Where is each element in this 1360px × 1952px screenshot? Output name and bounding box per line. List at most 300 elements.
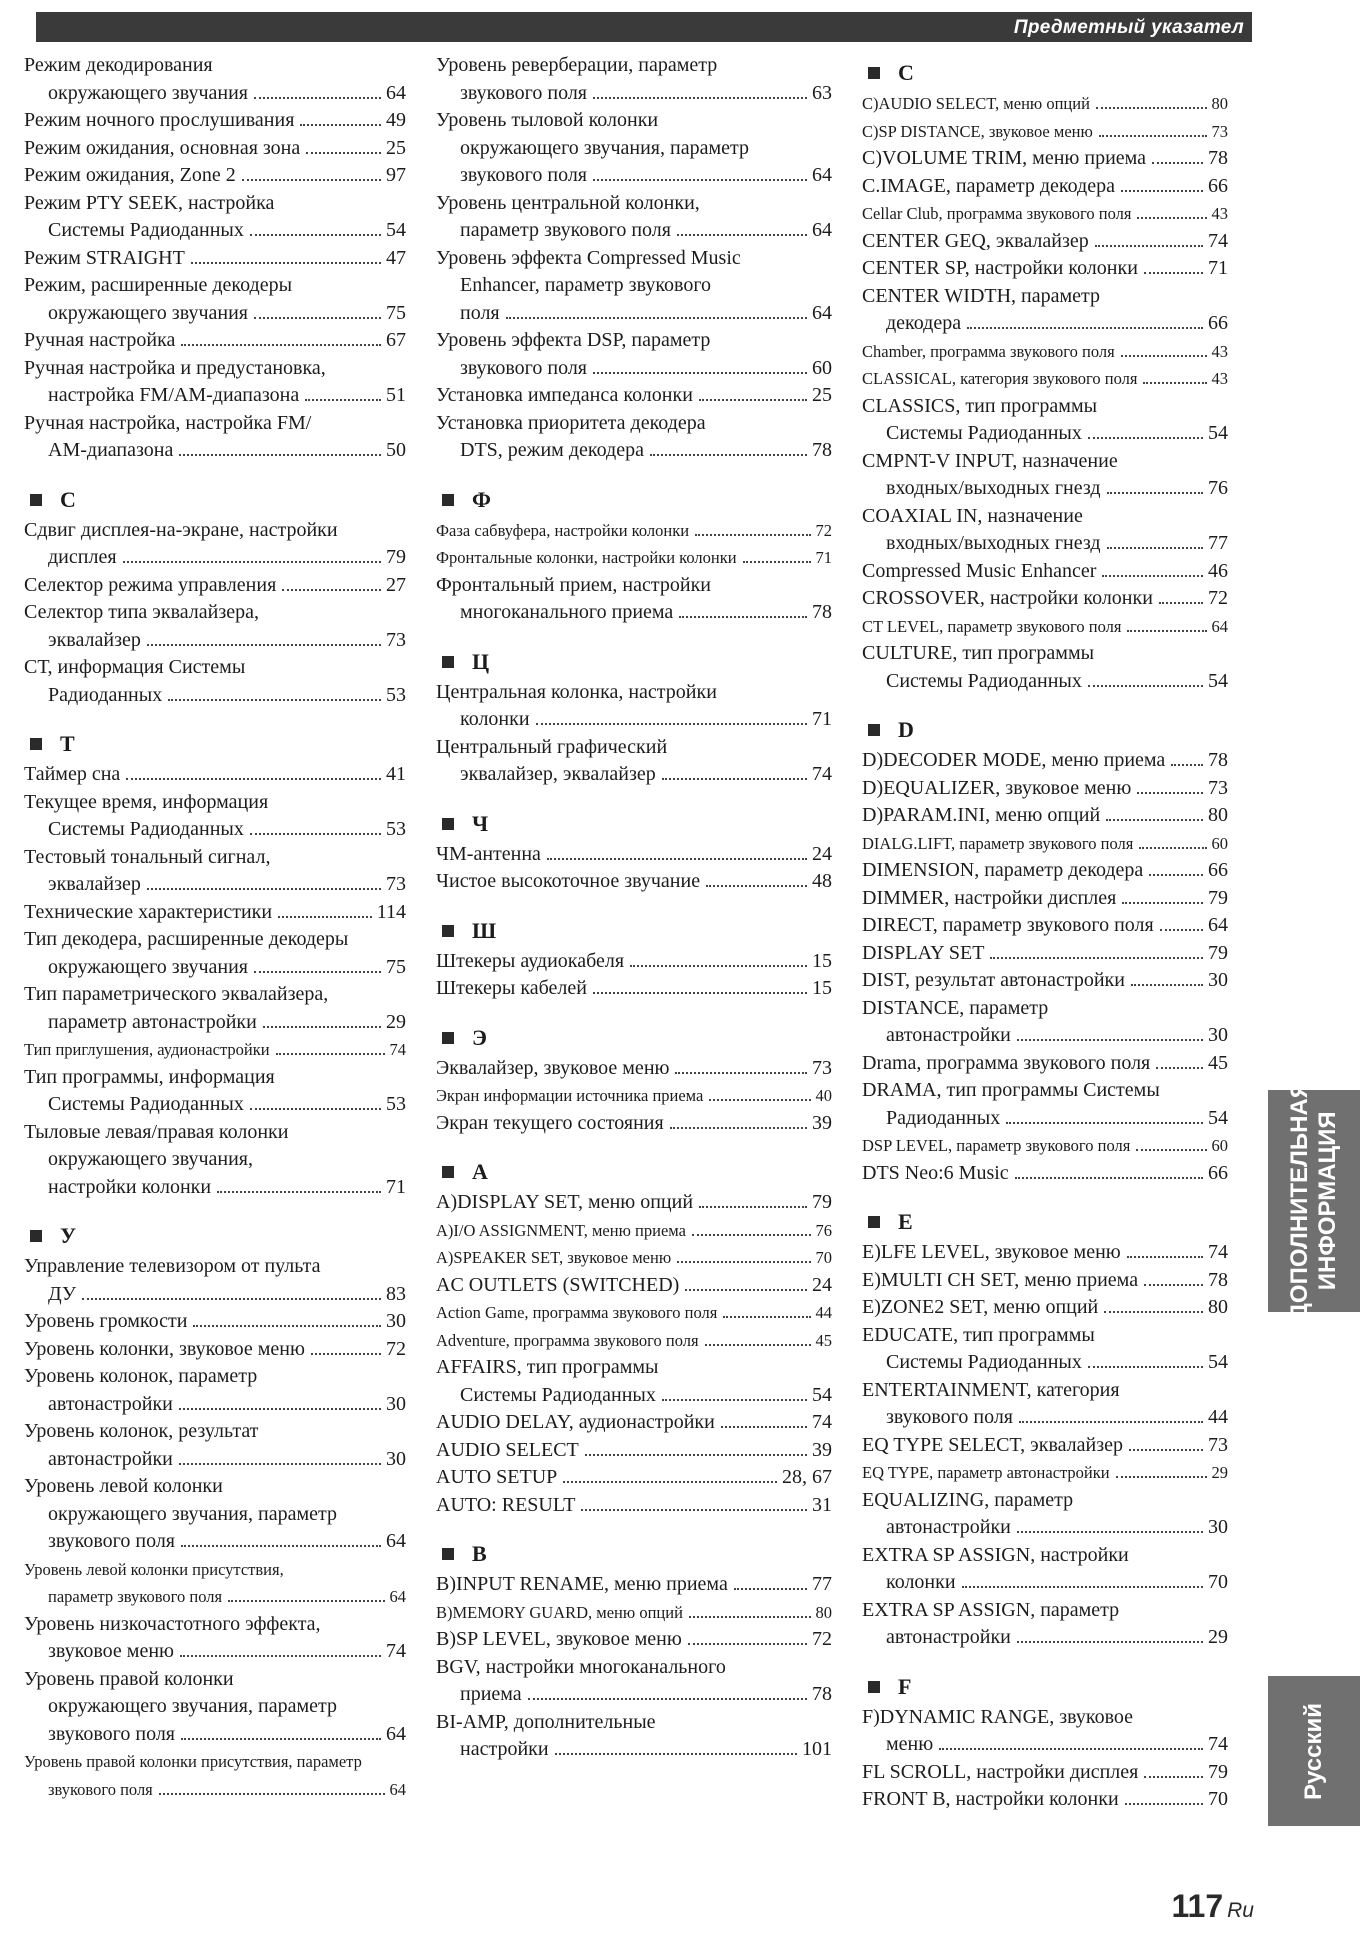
entry-text: входных/выходных гнезд (886, 532, 1101, 554)
entry-text: Сдвиг дисплея-на-экране, настройки (24, 518, 338, 541)
dot-leader (1102, 575, 1203, 577)
dot-leader (1099, 135, 1207, 137)
dot-leader (721, 1426, 807, 1428)
index-entry (436, 1654, 832, 1709)
dot-leader (939, 1748, 1203, 1750)
entry-page: 66 (1208, 1161, 1228, 1184)
section-marker-icon (442, 494, 454, 506)
dot-leader (147, 888, 381, 890)
index-entry (862, 1160, 1228, 1188)
dot-leader (1088, 685, 1203, 687)
entry-page: 74 (389, 1040, 406, 1059)
index-entry (24, 1308, 406, 1336)
index-entry-line (24, 682, 406, 710)
dot-leader (1152, 162, 1203, 164)
index-entry (24, 1556, 406, 1611)
section-heading (436, 1021, 832, 1055)
section-marker-icon (442, 1032, 454, 1044)
index-entry (436, 734, 832, 789)
section-marker-icon (30, 738, 42, 750)
index-entry (24, 135, 406, 163)
index-entry-line (436, 544, 832, 572)
entry-text: DRAMA, тип программы Системы (862, 1079, 1160, 1101)
index-entry-line (862, 1731, 1228, 1759)
index-entry (436, 1272, 832, 1300)
entry-text: CENTER WIDTH, параметр (862, 284, 1101, 307)
dot-leader (1121, 355, 1207, 357)
entry-text: Режим ожидания, Zone 2 (24, 164, 236, 186)
entry-page: 64 (812, 164, 832, 186)
entry-text: автонастройки (886, 1626, 1011, 1648)
index-entry (24, 355, 406, 410)
dot-leader (254, 97, 381, 99)
dot-leader (179, 454, 381, 456)
section-letter: Т (60, 731, 75, 756)
index-entry-line (862, 1542, 1228, 1570)
dot-leader (1122, 902, 1203, 904)
index-entry-line (862, 1050, 1228, 1078)
entry-page: 77 (812, 1573, 832, 1595)
entry-page: 45 (1208, 1051, 1228, 1074)
index-entry-line (862, 173, 1228, 201)
index-entry-line (862, 1077, 1228, 1105)
entry-text: звукового поля (48, 1722, 175, 1745)
index-entry-line (862, 857, 1228, 885)
index-entry-line (862, 255, 1228, 283)
index-column-2 (436, 52, 832, 1782)
index-entry-line (436, 245, 832, 273)
entry-page: 60 (1211, 1136, 1228, 1155)
dot-leader (695, 534, 810, 536)
dot-leader (1139, 847, 1206, 849)
dot-leader (675, 1072, 807, 1074)
entry-page: 63 (812, 81, 832, 104)
entry-page: 79 (812, 1191, 832, 1213)
dot-leader (191, 262, 381, 264)
index-entry-line (24, 1693, 406, 1721)
section-heading (436, 914, 832, 948)
entry-text: Фронтальный прием, настройки (436, 573, 711, 596)
dot-leader (179, 1463, 381, 1465)
index-entry (862, 1239, 1228, 1267)
section-marker-icon (868, 67, 880, 79)
index-entry-line (862, 1105, 1228, 1133)
section-heading (862, 1205, 1228, 1239)
dot-leader (181, 1545, 381, 1547)
entry-text: Уровень колонок, параметр (24, 1365, 258, 1387)
entry-text: EQUALIZING, параметр (862, 1488, 1074, 1511)
index-entry-line (436, 679, 832, 707)
entry-text: CENTER GEQ, эквалайзер (862, 229, 1089, 252)
index-entry-line (862, 1487, 1228, 1515)
index-entry-line (862, 940, 1228, 968)
entry-text: Уровень левой колонки (24, 1475, 223, 1497)
index-entry (24, 517, 406, 572)
dot-leader (662, 778, 807, 780)
index-entry (436, 1217, 832, 1245)
dot-leader (723, 1316, 810, 1318)
entry-page: 71 (1208, 257, 1228, 279)
dot-leader (1136, 1149, 1206, 1151)
entry-text: B)MEMORY GUARD, меню опций (436, 1602, 683, 1622)
index-entry (862, 747, 1228, 775)
section-marker-icon (442, 1548, 454, 1560)
dot-leader (593, 97, 807, 99)
entry-page: 78 (812, 1683, 832, 1705)
index-entry (24, 981, 406, 1036)
section-heading (436, 1537, 832, 1571)
index-entry-line (24, 1174, 406, 1202)
entry-page: 101 (802, 1738, 832, 1760)
dot-leader (734, 1588, 807, 1590)
entry-page: 72 (1208, 587, 1228, 609)
index-entry-line (436, 1571, 832, 1599)
entry-page: 39 (812, 1438, 832, 1461)
index-entry-line (436, 1681, 832, 1709)
entry-text: Enhancer, параметр звукового (460, 274, 712, 296)
dot-leader (1143, 382, 1206, 384)
dot-leader (1006, 1122, 1203, 1124)
header-bar (36, 12, 1252, 42)
entry-text: окружающего звучания, параметр (460, 136, 749, 159)
index-entry-line (862, 1022, 1228, 1050)
index-entry-line (436, 382, 832, 410)
entry-page: 29 (1211, 1463, 1228, 1482)
entry-text: EDUCATE, тип программы (862, 1323, 1095, 1346)
entry-page: 75 (386, 955, 406, 978)
index-entry (862, 995, 1228, 1050)
index-section (24, 52, 406, 465)
index-entry (24, 926, 406, 981)
entry-text: B)INPUT RENAME, меню приема (436, 1573, 728, 1595)
entry-text: звуковое меню (48, 1640, 174, 1662)
entry-text: окружающего звучания, параметр (48, 1502, 337, 1525)
entry-text: Compressed Music Enhancer (862, 559, 1097, 582)
entry-text: Тип программы, информация (24, 1065, 275, 1088)
entry-page: 45 (815, 1330, 832, 1350)
entry-page: 64 (1208, 914, 1228, 936)
entry-text: Drama, программа звукового поля (862, 1051, 1151, 1074)
dot-leader (689, 1616, 811, 1618)
dot-leader (1149, 874, 1203, 876)
index-entry-line (862, 613, 1228, 641)
entry-text: Режим декодирования (24, 54, 213, 76)
entry-text: декодера (886, 312, 962, 334)
section-letter: C (898, 60, 914, 85)
entry-page: 78 (812, 601, 832, 623)
entry-text: Уровень левой колонки присутствия, (24, 1559, 284, 1579)
entry-text: звукового поля (886, 1406, 1013, 1428)
entry-text: AUTO: RESULT (436, 1493, 576, 1516)
index-entry-line (436, 1382, 832, 1410)
entry-text: звукового поля (460, 356, 587, 379)
entry-page: 78 (1208, 749, 1228, 771)
dot-leader (193, 1325, 381, 1327)
index-entry-line (24, 1748, 406, 1776)
dot-leader (593, 179, 807, 181)
index-entry-line (24, 871, 406, 899)
index-entry (436, 1464, 832, 1492)
index-entry-line (24, 1528, 406, 1556)
entry-text: Таймер сна (24, 763, 121, 785)
entry-page: 73 (1208, 776, 1228, 799)
index-entry-line (436, 107, 832, 135)
index-entry (862, 448, 1228, 503)
dot-leader (250, 833, 381, 835)
entry-text: B)SP LEVEL, звуковое меню (436, 1628, 682, 1650)
entry-text: Системы Радиоданных (886, 1351, 1082, 1373)
index-entry-line (436, 437, 832, 465)
entry-text: Системы Радиоданных (48, 818, 244, 840)
index-entry-line (862, 830, 1228, 858)
index-entry-line (862, 475, 1228, 503)
entry-text: параметр звукового поля (48, 1587, 223, 1606)
index-section (24, 1219, 406, 1803)
index-entry-line (436, 572, 832, 600)
entry-text: AUDIO DELAY, аудионастройки (436, 1411, 715, 1433)
index-entry (862, 1050, 1228, 1078)
entry-text: AM-диапазона (48, 439, 174, 461)
entry-page: 43 (1211, 369, 1228, 388)
entry-page: 79 (1208, 886, 1228, 909)
index-entry-line (436, 599, 832, 627)
index-entry-line (436, 162, 832, 190)
entry-page: 76 (815, 1220, 832, 1240)
index-entry (436, 1709, 832, 1764)
index-entry (862, 228, 1228, 256)
entry-page: 47 (386, 246, 406, 269)
dot-leader (1160, 929, 1203, 931)
entry-page: 30 (386, 1447, 406, 1470)
dot-leader (147, 644, 381, 646)
entry-page: 78 (1208, 147, 1228, 169)
index-entry-line (24, 1308, 406, 1336)
dot-leader (967, 327, 1203, 329)
side-tab-additional-info (1268, 1081, 1360, 1321)
entry-text: Радиоданных (886, 1106, 1001, 1129)
entry-text: E)MULTI CH SET, меню приема (862, 1268, 1139, 1291)
entry-page: 72 (815, 520, 832, 540)
index-entry-line (436, 1464, 832, 1492)
index-entry (24, 107, 406, 135)
index-entry (862, 558, 1228, 586)
index-entry (436, 868, 832, 896)
entry-page: 71 (812, 708, 832, 730)
index-entry (862, 255, 1228, 283)
entry-text: A)SPEAKER SET, звуковое меню (436, 1248, 672, 1267)
index-entry-line (436, 1110, 832, 1138)
index-entry-line (24, 1064, 406, 1092)
index-entry-line (436, 975, 832, 1003)
dot-leader (563, 1481, 777, 1483)
index-entry-line (436, 761, 832, 789)
section-heading (862, 1670, 1228, 1704)
entry-page: 70 (815, 1248, 832, 1267)
dot-leader (1144, 1776, 1203, 1778)
dot-leader (123, 561, 381, 563)
entry-page: 30 (1208, 1024, 1228, 1046)
entry-page: 76 (1208, 477, 1228, 499)
index-entry (862, 1077, 1228, 1132)
entry-text: СТ, информация Системы (24, 656, 246, 678)
index-entry (862, 503, 1228, 558)
entry-page: 28, 67 (782, 1466, 832, 1488)
entry-text: дисплея (48, 546, 117, 568)
entry-page: 66 (1208, 859, 1228, 881)
index-entry (862, 1459, 1228, 1487)
index-entry (862, 830, 1228, 858)
dot-leader (670, 1127, 807, 1129)
side-tab-label: Русский (1300, 1702, 1327, 1800)
entry-text: Штекеры аудиокабеля (436, 949, 625, 972)
entry-page: 60 (1211, 833, 1228, 853)
dot-leader (1104, 1311, 1203, 1313)
entry-text: Штекеры кабелей (436, 977, 587, 999)
entry-text: Ручная настройка (24, 329, 176, 351)
dot-leader (593, 992, 807, 994)
index-entry-line (24, 816, 406, 844)
section-marker-icon (442, 656, 454, 668)
section-marker-icon (868, 1216, 880, 1228)
dot-leader (1137, 792, 1203, 794)
entry-text: EXTRA SP ASSIGN, параметр (862, 1598, 1120, 1621)
index-entry (436, 1110, 832, 1138)
dot-leader (706, 885, 807, 887)
dot-leader (305, 399, 381, 401)
index-section (436, 645, 832, 789)
entry-page: 71 (386, 1175, 406, 1198)
index-entry-line (862, 995, 1228, 1023)
entry-text: Управление телевизором от пульта (24, 1255, 321, 1277)
index-entry-line (24, 1611, 406, 1639)
section-letter: Ц (472, 648, 490, 674)
dot-leader (650, 454, 807, 456)
entry-text: Уровень низкочастотного эффекта, (24, 1612, 321, 1635)
entry-page: 73 (386, 873, 406, 895)
entry-page: 80 (815, 1602, 832, 1622)
index-section (436, 483, 832, 627)
entry-text: AUTO SETUP (436, 1466, 558, 1488)
section-marker-icon (442, 818, 454, 830)
section-letter: D (898, 717, 914, 742)
dot-leader (82, 1298, 381, 1300)
entry-text: Системы Радиоданных (886, 422, 1082, 444)
entry-text: DIST, результат автонастройки (862, 969, 1125, 991)
entry-page: 78 (812, 439, 832, 461)
index-entry-line (862, 1267, 1228, 1295)
entry-page: 71 (815, 548, 832, 567)
entry-page: 44 (815, 1303, 832, 1322)
index-entry (436, 572, 832, 627)
dot-leader (585, 1454, 807, 1456)
index-entry (436, 544, 832, 572)
index-entry (24, 572, 406, 600)
index-entry-line (24, 217, 406, 245)
index-entry (24, 1418, 406, 1473)
index-entry-line (24, 654, 406, 682)
dot-leader (547, 858, 807, 860)
entry-page: 44 (1208, 1406, 1228, 1428)
index-entry (862, 1322, 1228, 1377)
entry-text: эквалайзер (48, 628, 141, 651)
entry-page: 29 (386, 1010, 406, 1033)
entry-text: AFFAIRS, тип программы (436, 1356, 659, 1378)
index-entry (862, 200, 1228, 228)
entry-text: Фаза сабвуфера, настройки колонки (436, 520, 690, 540)
entry-text: DIRECT, параметр звукового поля (862, 914, 1154, 936)
entry-text: ЧМ-антенна (436, 842, 541, 865)
entry-text: Селектор типа эквалайзера, (24, 601, 260, 623)
entry-text: E)LFE LEVEL, звуковое меню (862, 1241, 1121, 1263)
index-entry-line (24, 1583, 406, 1611)
index-entry-line (862, 585, 1228, 613)
section-letter: E (898, 1209, 913, 1234)
dot-leader (181, 1738, 381, 1740)
index-entry-line (24, 1418, 406, 1446)
index-section (862, 713, 1228, 1187)
entry-page: 74 (386, 1640, 406, 1662)
index-entry-line (436, 272, 832, 300)
index-entry-line (436, 410, 832, 438)
entry-text: DTS Neo:6 Music (862, 1161, 1009, 1184)
index-entry-line (24, 1473, 406, 1501)
entry-text: Уровень колонок, результат (24, 1420, 259, 1442)
index-entry (862, 613, 1228, 641)
entry-text: ENTERTAINMENT, категория (862, 1378, 1120, 1401)
entry-text: Технические характеристики (24, 900, 273, 923)
entry-page: 54 (1208, 1106, 1228, 1129)
entry-page: 30 (386, 1392, 406, 1415)
entry-text: C)SP DISTANCE, звуковое меню (862, 121, 1093, 141)
index-entry (862, 1597, 1228, 1652)
entry-page: 83 (386, 1282, 406, 1305)
dot-leader (1096, 107, 1207, 109)
dot-leader (743, 561, 811, 563)
entry-page: 60 (812, 356, 832, 379)
entry-page: 72 (812, 1628, 832, 1650)
index-entry (862, 940, 1228, 968)
index-entry-line (24, 899, 406, 927)
entry-page: 48 (812, 870, 832, 892)
index-entry-line (862, 1514, 1228, 1542)
index-entry (436, 245, 832, 328)
entry-text: Уровень эффекта Compressed Music (436, 246, 741, 269)
section-letter: F (898, 1673, 912, 1699)
entry-page: 114 (376, 900, 406, 923)
index-entry (24, 1119, 406, 1202)
entry-text: параметр звукового поля (460, 219, 671, 241)
index-entry-line (436, 1244, 832, 1272)
entry-text: DIMMER, настройки дисплея (862, 886, 1117, 909)
section-letter: B (472, 1541, 487, 1566)
index-section (436, 807, 832, 896)
index-entry (862, 967, 1228, 995)
entry-text: AC OUTLETS (SWITCHED) (436, 1273, 680, 1296)
entry-page: 74 (1208, 229, 1228, 252)
index-entry-line (862, 1132, 1228, 1160)
dot-leader (1095, 245, 1203, 247)
dot-leader (181, 344, 381, 346)
index-entry-line (862, 1377, 1228, 1405)
index-entry-line (436, 1654, 832, 1682)
entry-text: автонастройки (48, 1392, 173, 1415)
index-entry-line (862, 1404, 1228, 1432)
index-entry-line (24, 761, 406, 789)
dot-leader (1015, 1177, 1203, 1179)
index-entry-line (24, 52, 406, 80)
dot-leader (1088, 437, 1203, 439)
section-marker-icon (442, 1166, 454, 1178)
